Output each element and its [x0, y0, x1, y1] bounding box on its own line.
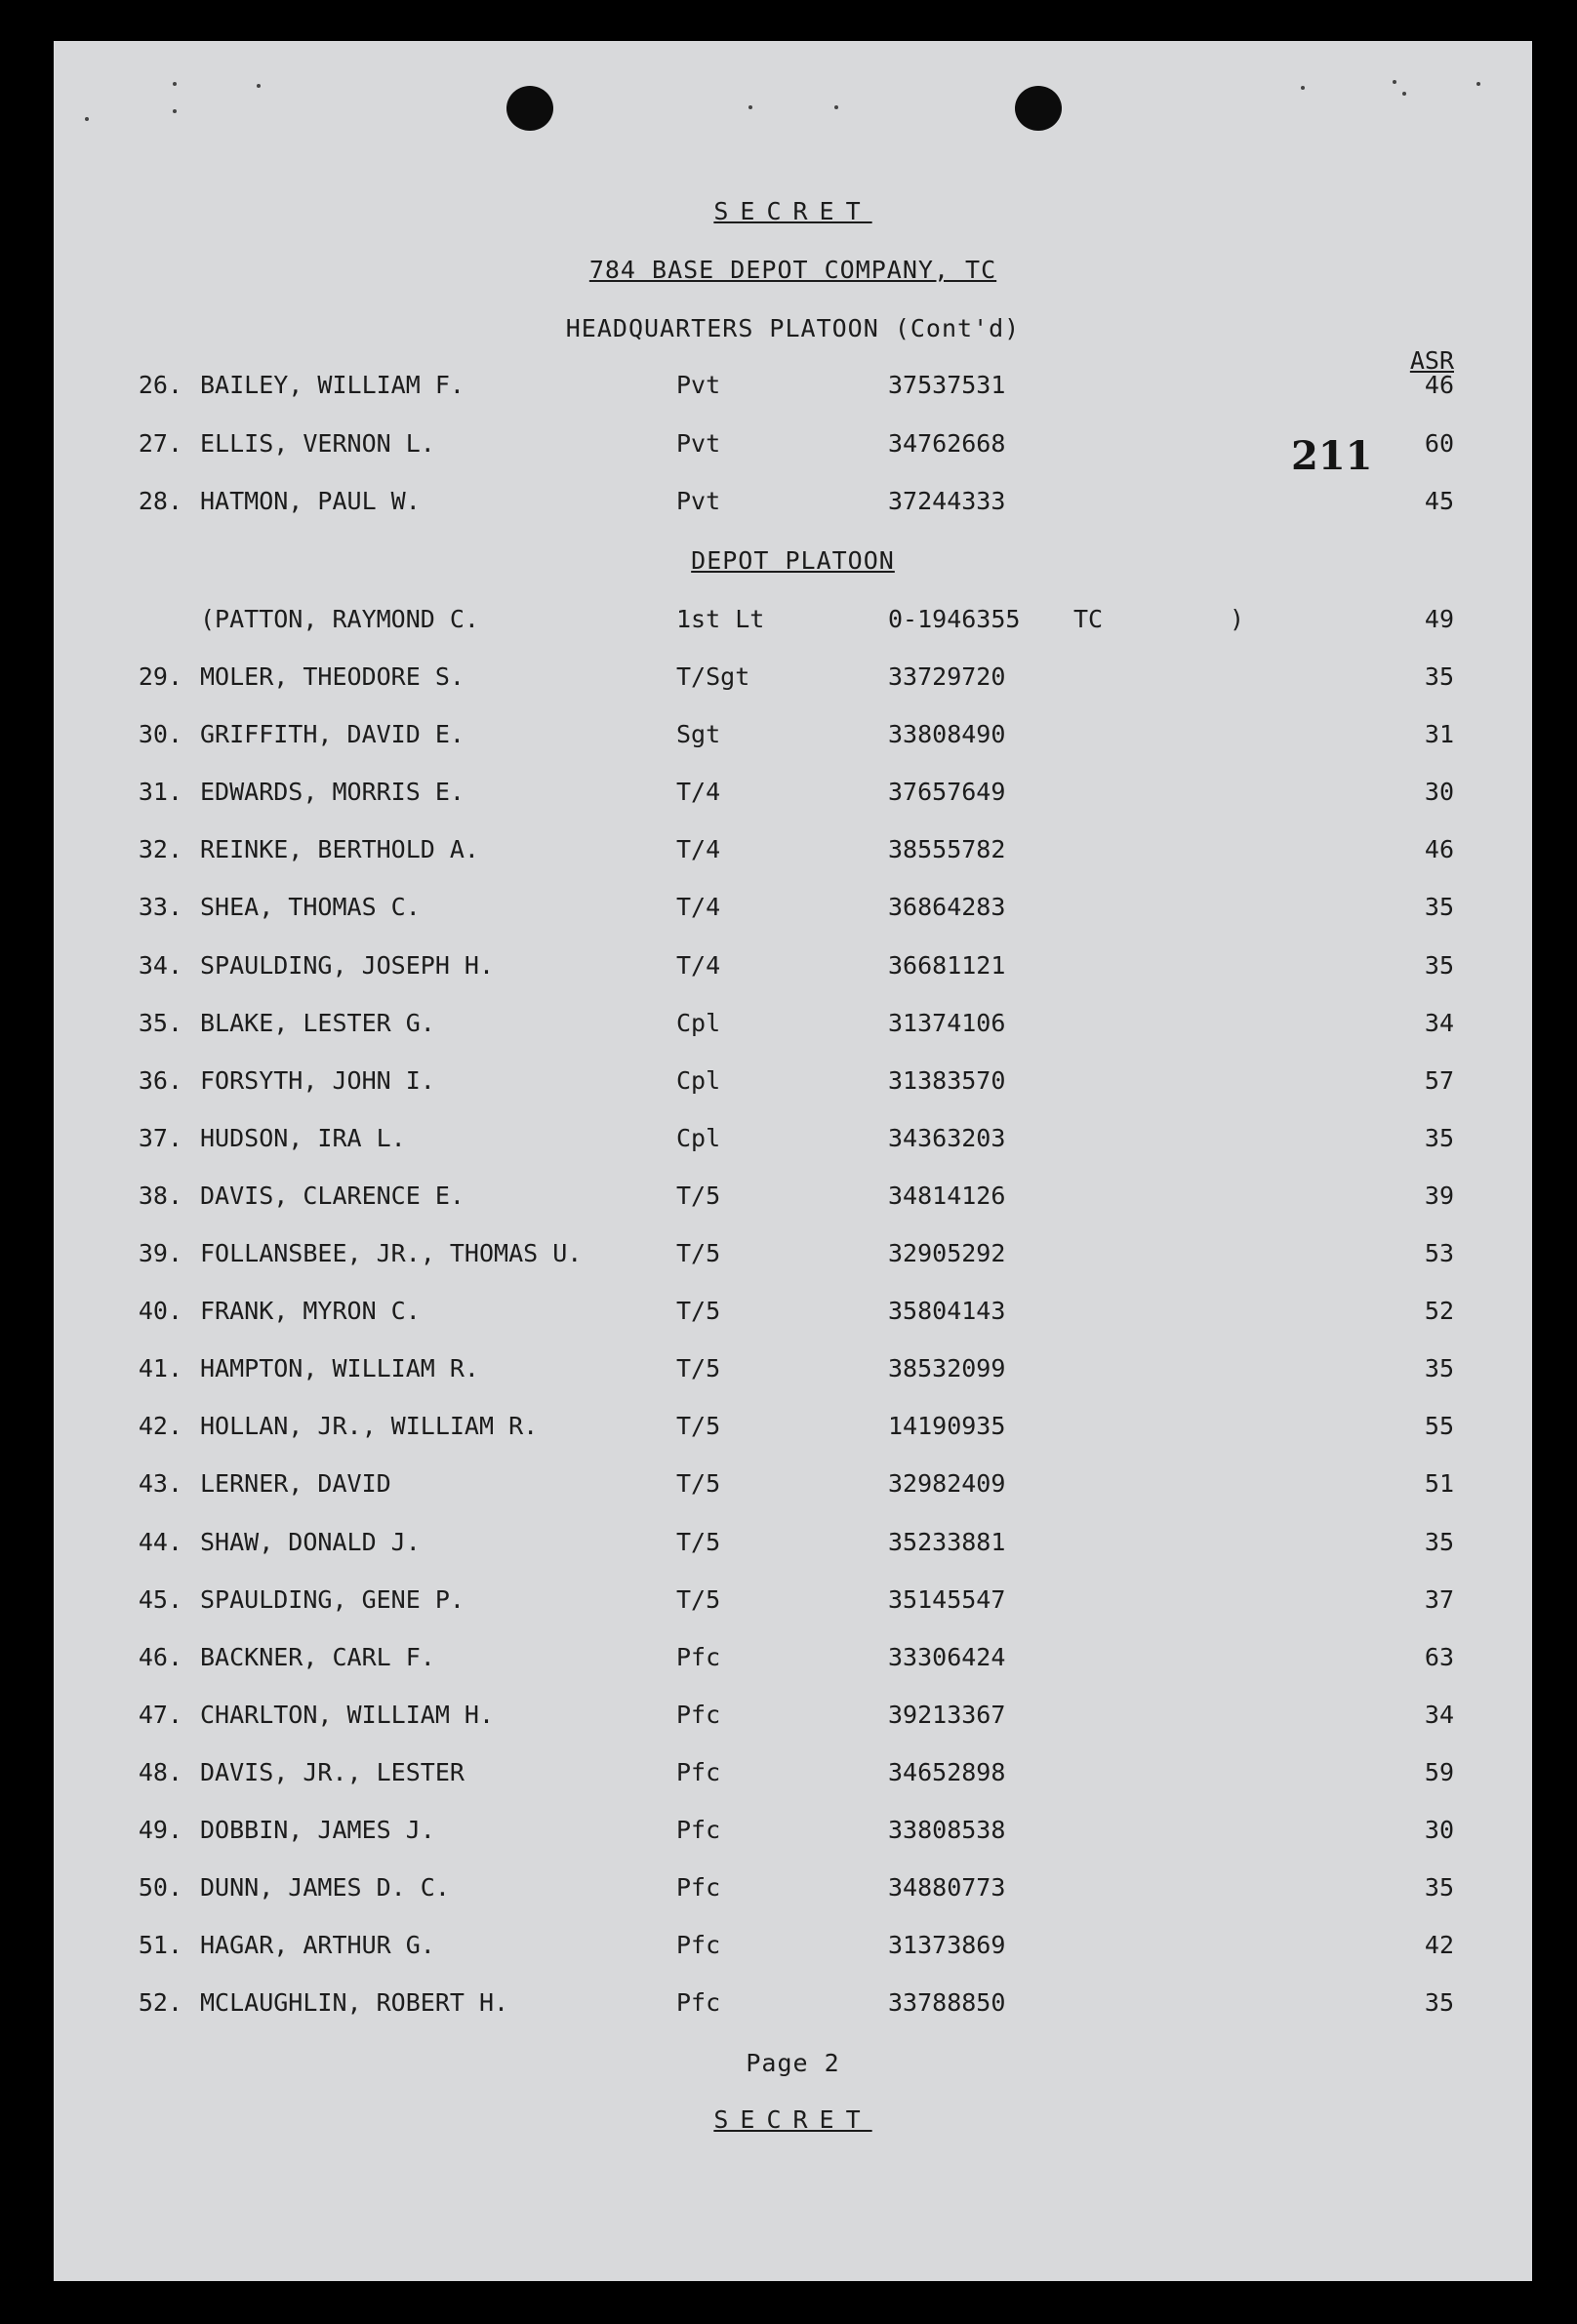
- asr-column-label: ASR: [1409, 346, 1454, 375]
- serial-number: 34363203: [888, 1123, 1006, 1152]
- row-number: 46.: [138, 1642, 182, 1671]
- serial-number: 34880773: [888, 1873, 1006, 1903]
- soldier-name: MCLAUGHLIN, ROBERT H.: [200, 1988, 509, 2018]
- soldier-name: SPAULDING, GENE P.: [200, 1584, 465, 1614]
- serial-number: 31383570: [888, 1065, 1006, 1095]
- row-number: 52.: [138, 1988, 182, 2018]
- row-number: 26.: [138, 371, 182, 399]
- serial-number: 34814126: [888, 1181, 1006, 1210]
- rank: Cpl: [676, 1008, 721, 1037]
- rank: T/Sgt: [676, 662, 750, 691]
- table-row: [54, 1643, 1532, 1682]
- row-number: 33.: [138, 893, 182, 922]
- asr-score: 34: [1424, 1008, 1454, 1037]
- soldier-name: SHAW, DONALD J.: [200, 1527, 421, 1556]
- rank: Pfc: [676, 1873, 721, 1903]
- row-number: 51.: [138, 1931, 182, 1960]
- asr-score: 35: [1424, 1123, 1454, 1152]
- rank: Pfc: [676, 1757, 721, 1786]
- rank: Pvt: [676, 371, 721, 399]
- asr-score: 35: [1424, 1873, 1454, 1903]
- soldier-name: DAVIS, CLARENCE E.: [200, 1181, 465, 1210]
- soldier-name: FRANK, MYRON C.: [200, 1297, 421, 1326]
- soldier-name: BAILEY, WILLIAM F.: [200, 371, 465, 399]
- page-number: Page 2: [746, 2049, 840, 2077]
- rank: T/4: [676, 950, 721, 980]
- rank: T/5: [676, 1584, 721, 1614]
- table-row: [54, 778, 1532, 817]
- officer-name: (PATTON, RAYMOND C.: [200, 605, 479, 633]
- document-page: [54, 41, 1532, 2281]
- asr-score: 63: [1424, 1642, 1454, 1671]
- asr-score: 42: [1424, 1931, 1454, 1960]
- serial-number: 35233881: [888, 1527, 1006, 1556]
- serial-number: 38532099: [888, 1354, 1006, 1383]
- row-number: 50.: [138, 1873, 182, 1903]
- serial-number: 37657649: [888, 778, 1006, 807]
- rank: Pfc: [676, 1816, 721, 1844]
- row-number: 43.: [138, 1469, 182, 1499]
- speck: [173, 82, 177, 86]
- asr-score: 51: [1424, 1469, 1454, 1499]
- soldier-name: FORSYTH, JOHN I.: [200, 1065, 435, 1095]
- table-row: [54, 893, 1532, 932]
- punch-hole-left: [506, 86, 553, 131]
- table-row: [54, 1182, 1532, 1221]
- speck: [173, 109, 177, 113]
- soldier-name: REINKE, BERTHOLD A.: [200, 835, 479, 864]
- soldier-name: LERNER, DAVID: [200, 1469, 391, 1499]
- table-row: [54, 1988, 1532, 2027]
- row-number: 32.: [138, 835, 182, 864]
- speck: [85, 117, 89, 121]
- soldier-name: SPAULDING, JOSEPH H.: [200, 950, 495, 980]
- table-row: [54, 1873, 1532, 1912]
- soldier-name: SHEA, THOMAS C.: [200, 893, 421, 922]
- table-row: [54, 1816, 1532, 1855]
- asr-score: 30: [1424, 778, 1454, 807]
- row-number: 28.: [138, 487, 182, 515]
- serial-number: 32982409: [888, 1469, 1006, 1499]
- rank: Pfc: [676, 1988, 721, 2018]
- row-number: 37.: [138, 1123, 182, 1152]
- asr-score: 59: [1424, 1757, 1454, 1786]
- rank: T/4: [676, 893, 721, 922]
- soldier-name: DAVIS, JR., LESTER: [200, 1757, 465, 1786]
- row-number: 42.: [138, 1412, 182, 1441]
- speck: [257, 84, 261, 88]
- soldier-name: EDWARDS, MORRIS E.: [200, 778, 465, 807]
- section-title: HEADQUARTERS PLATOON (Cont'd): [565, 314, 1021, 342]
- asr-score: 35: [1424, 893, 1454, 922]
- unit-title: 784 BASE DEPOT COMPANY, TC: [588, 256, 997, 284]
- asr-score: 39: [1424, 1181, 1454, 1210]
- asr-score: 35: [1424, 1527, 1454, 1556]
- row-number: 36.: [138, 1065, 182, 1095]
- row-number: 40.: [138, 1297, 182, 1326]
- rank: T/5: [676, 1239, 721, 1267]
- table-row: [54, 662, 1532, 701]
- row-number: 47.: [138, 1700, 182, 1729]
- serial-number: 34762668: [888, 428, 1006, 458]
- serial-number: 33306424: [888, 1642, 1006, 1671]
- soldier-name: DUNN, JAMES D. C.: [200, 1873, 450, 1903]
- rank: T/5: [676, 1469, 721, 1499]
- soldier-name: HAGAR, ARTHUR G.: [200, 1931, 435, 1960]
- asr-score: 57: [1424, 1065, 1454, 1095]
- handwritten-number: 211: [1291, 433, 1373, 479]
- table-row: [54, 720, 1532, 759]
- serial-number: 32905292: [888, 1239, 1006, 1267]
- soldier-name: DOBBIN, JAMES J.: [200, 1816, 435, 1844]
- soldier-name: MOLER, THEODORE S.: [200, 662, 465, 691]
- table-row: [54, 1124, 1532, 1163]
- classification-footer: SECRET: [713, 2105, 872, 2134]
- asr-score: 30: [1424, 1816, 1454, 1844]
- row-number: 44.: [138, 1527, 182, 1556]
- asr-score: 35: [1424, 662, 1454, 691]
- row-number: 41.: [138, 1354, 182, 1383]
- row-number: 39.: [138, 1239, 182, 1267]
- rank: T/4: [676, 778, 721, 807]
- speck: [748, 105, 752, 109]
- speck: [834, 105, 838, 109]
- officer-asr: 49: [1424, 605, 1454, 633]
- rank: T/5: [676, 1297, 721, 1326]
- asr-score: 37: [1424, 1584, 1454, 1614]
- classification-header: SECRET: [713, 197, 872, 225]
- asr-score: 31: [1424, 720, 1454, 749]
- rank: Pfc: [676, 1931, 721, 1960]
- rank: Cpl: [676, 1065, 721, 1095]
- row-number: 30.: [138, 720, 182, 749]
- speck: [1301, 86, 1305, 90]
- row-number: 34.: [138, 950, 182, 980]
- table-row: [54, 487, 1532, 526]
- soldier-name: FOLLANSBEE, JR., THOMAS U.: [200, 1239, 583, 1267]
- serial-number: 33808538: [888, 1816, 1006, 1844]
- officer-rank: 1st Lt: [676, 605, 765, 633]
- soldier-name: HAMPTON, WILLIAM R.: [200, 1354, 479, 1383]
- table-row: [54, 1528, 1532, 1567]
- asr-score: 35: [1424, 1354, 1454, 1383]
- table-row: [54, 1701, 1532, 1740]
- soldier-name: HATMON, PAUL W.: [200, 487, 421, 515]
- row-number: 49.: [138, 1816, 182, 1844]
- table-row: [54, 1354, 1532, 1393]
- asr-score: 46: [1424, 835, 1454, 864]
- punch-hole-right: [1015, 86, 1062, 131]
- soldier-name: ELLIS, VERNON L.: [200, 428, 435, 458]
- soldier-name: HUDSON, IRA L.: [200, 1123, 406, 1152]
- rank: Sgt: [676, 720, 721, 749]
- soldier-name: GRIFFITH, DAVID E.: [200, 720, 465, 749]
- soldier-name: CHARLTON, WILLIAM H.: [200, 1700, 495, 1729]
- asr-score: 55: [1424, 1412, 1454, 1441]
- soldier-name: BLAKE, LESTER G.: [200, 1008, 435, 1037]
- table-row: [54, 1009, 1532, 1048]
- asr-score: 45: [1424, 487, 1454, 515]
- serial-number: 35804143: [888, 1297, 1006, 1326]
- rank: Pvt: [676, 428, 721, 458]
- row-number: 38.: [138, 1181, 182, 1210]
- officer-close-paren: ): [1230, 605, 1245, 633]
- officer-row: [54, 605, 1532, 644]
- table-row: [54, 951, 1532, 990]
- table-row: [54, 371, 1532, 410]
- table-row: [54, 1412, 1532, 1451]
- table-row: [54, 835, 1532, 874]
- table-row: [54, 1066, 1532, 1105]
- table-row: [54, 1239, 1532, 1278]
- asr-score: 34: [1424, 1700, 1454, 1729]
- serial-number: 38555782: [888, 835, 1006, 864]
- rank: T/5: [676, 1354, 721, 1383]
- serial-number: 31373869: [888, 1931, 1006, 1960]
- row-number: 29.: [138, 662, 182, 691]
- serial-number: 33808490: [888, 720, 1006, 749]
- serial-number: 36864283: [888, 893, 1006, 922]
- asr-score: 46: [1424, 371, 1454, 399]
- rank: T/4: [676, 835, 721, 864]
- table-row: [54, 1758, 1532, 1797]
- row-number: 45.: [138, 1584, 182, 1614]
- asr-score: 60: [1424, 428, 1454, 458]
- serial-number: 14190935: [888, 1412, 1006, 1441]
- rank: T/5: [676, 1181, 721, 1210]
- serial-number: 33729720: [888, 662, 1006, 691]
- serial-number: 36681121: [888, 950, 1006, 980]
- officer-branch: TC: [1073, 605, 1104, 633]
- rank: Pfc: [676, 1642, 721, 1671]
- table-row: [54, 1585, 1532, 1624]
- rank: Pvt: [676, 487, 721, 515]
- serial-number: 34652898: [888, 1757, 1006, 1786]
- serial-number: 31374106: [888, 1008, 1006, 1037]
- asr-score: 53: [1424, 1239, 1454, 1267]
- rank: Cpl: [676, 1123, 721, 1152]
- serial-number: 37244333: [888, 487, 1006, 515]
- row-number: 27.: [138, 428, 182, 458]
- serial-number: 35145547: [888, 1584, 1006, 1614]
- row-number: 35.: [138, 1008, 182, 1037]
- soldier-name: HOLLAN, JR., WILLIAM R.: [200, 1412, 539, 1441]
- row-number: 31.: [138, 778, 182, 807]
- rank: T/5: [676, 1527, 721, 1556]
- soldier-name: BACKNER, CARL F.: [200, 1642, 435, 1671]
- asr-score: 52: [1424, 1297, 1454, 1326]
- table-row: [54, 1297, 1532, 1336]
- serial-number: 33788850: [888, 1988, 1006, 2018]
- officer-serial: 0-1946355: [888, 605, 1021, 633]
- speck: [1476, 82, 1480, 86]
- speck: [1402, 92, 1406, 96]
- rank: T/5: [676, 1412, 721, 1441]
- table-row: [54, 1469, 1532, 1508]
- asr-score: 35: [1424, 950, 1454, 980]
- table-row: [54, 1931, 1532, 1970]
- serial-number: 37537531: [888, 371, 1006, 399]
- speck: [1393, 80, 1396, 84]
- rank: Pfc: [676, 1700, 721, 1729]
- depot-platoon-title: DEPOT PLATOON: [691, 546, 895, 575]
- serial-number: 39213367: [888, 1700, 1006, 1729]
- row-number: 48.: [138, 1757, 182, 1786]
- asr-score: 35: [1424, 1988, 1454, 2018]
